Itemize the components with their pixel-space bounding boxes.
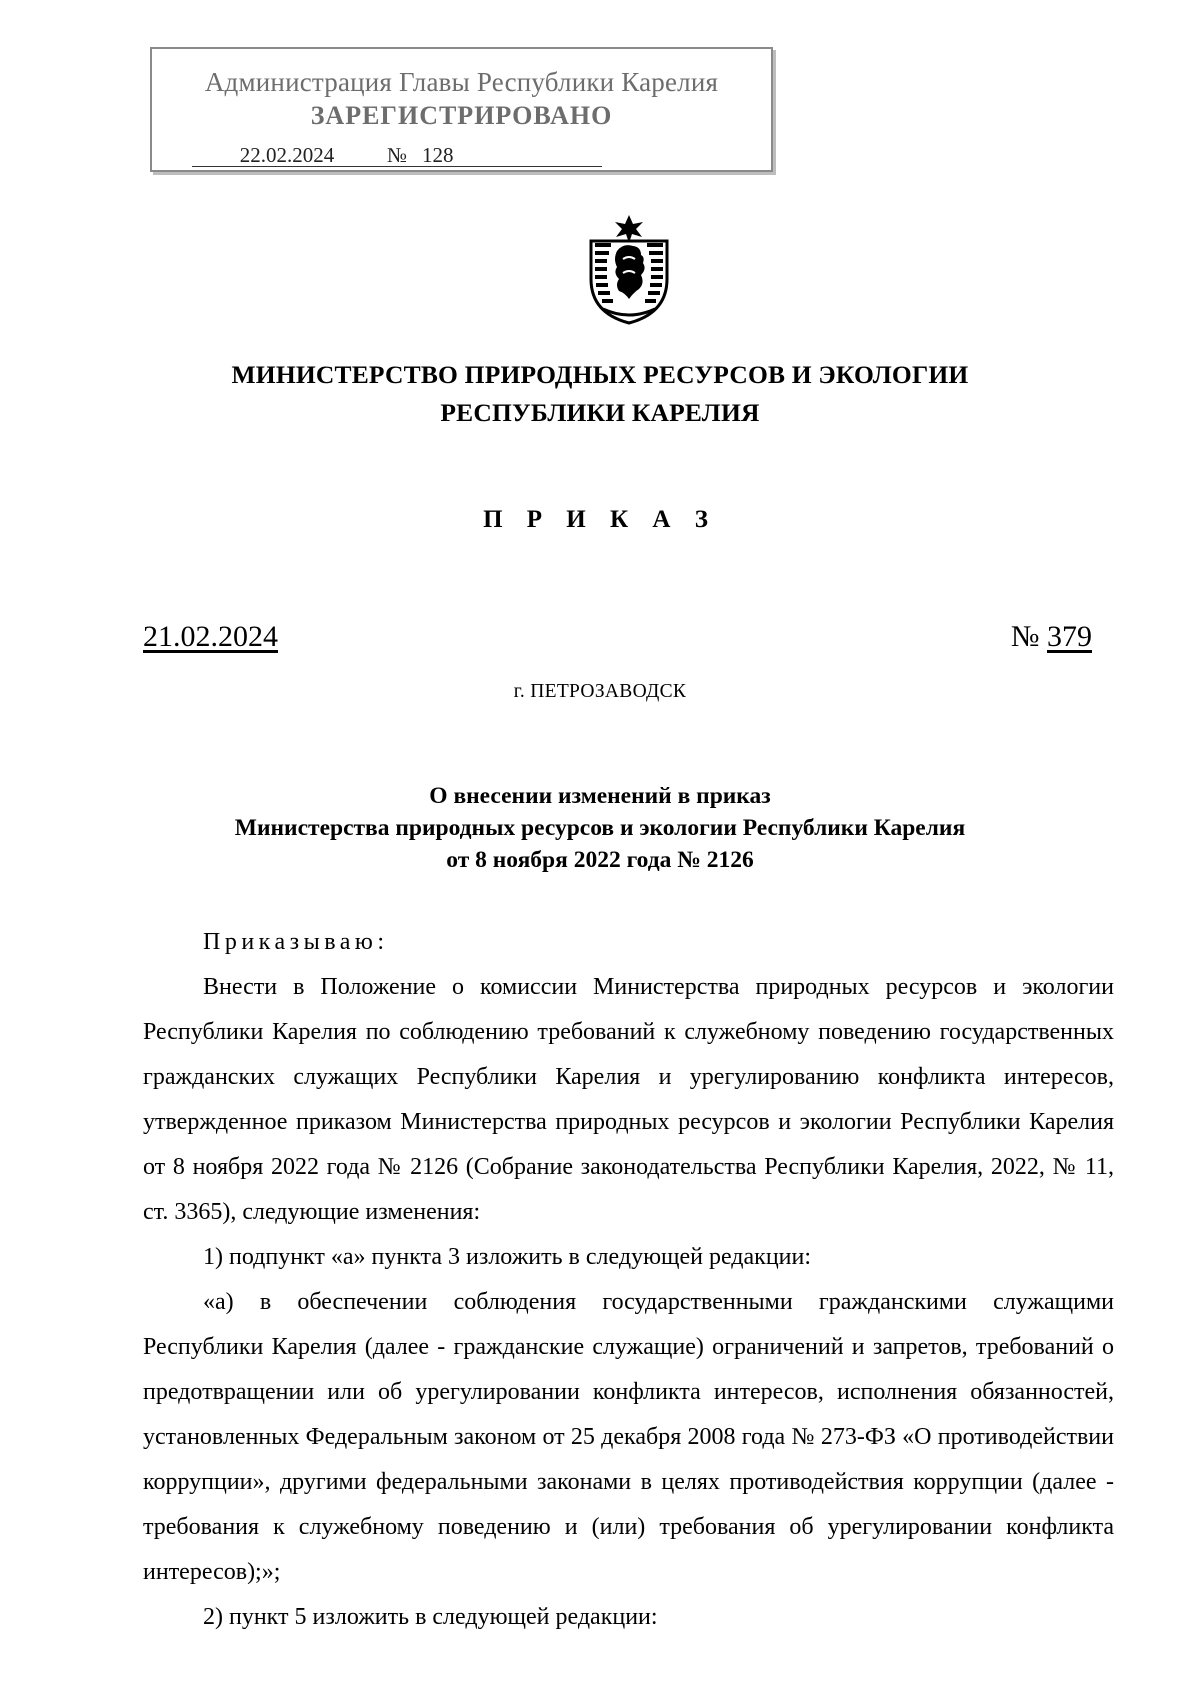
ministry-title-line2: РЕСПУБЛИКИ КАРЕЛИЯ — [440, 398, 760, 427]
order-date-number-row — [143, 620, 1092, 660]
stamp-date: 22.02.2024 — [192, 144, 382, 167]
stamp-registered-label: ЗАРЕГИСТРИРОВАНО — [310, 101, 613, 130]
order-number-value: 379 — [1047, 620, 1092, 653]
document-type: П Р И К А З — [483, 506, 717, 533]
ministry-title-line1: МИНИСТЕРСТВО ПРИРОДНЫХ РЕСУРСОВ И ЭКОЛОГИИ — [231, 360, 969, 389]
ministry-title — [0, 356, 1200, 432]
city: г. ПЕТРОЗАВОДСК — [513, 681, 687, 702]
stamp-number: 128 — [412, 144, 602, 167]
body-paragraph: 1) подпункт «а» пункта 3 изложить в следующей редакции: — [203, 1244, 812, 1270]
karelia-coat-of-arms-icon — [583, 213, 675, 325]
body-paragraph: 2) пункт 5 изложить в следующей редакции: — [203, 1604, 658, 1630]
stamp-number-label: № — [382, 144, 412, 167]
order-body — [143, 920, 1114, 1640]
order-subject — [0, 780, 1200, 876]
order-number — [1011, 620, 1092, 654]
registration-stamp — [150, 47, 773, 172]
subject-line3: от 8 ноября 2022 года № 2126 — [446, 847, 754, 873]
order-date: 21.02.2024 — [143, 620, 278, 653]
subject-line2: Министерства природных ресурсов и экологии Республики Карелия — [234, 815, 966, 841]
subject-line1: О внесении изменений в приказ — [429, 783, 771, 809]
order-number-prefix: № — [1010, 620, 1047, 653]
body-paragraph: Внести в Положение о комиссии Министерства природных ресурсов и экологии Республики Карелия по соблюдению требований к служебному поведению государственных гражданских служащих Республики Карелия и урегулированию конфликта интересов, утвержденное приказом Министерства природных ресурсов и экологии Республики Карелия от 8 ноября 2022 года № 2126 (Собрание законодательства Республики Карелия, 2022, № 11, ст. 3365), следующие изменения: — [143, 974, 1114, 1225]
stamp-organization: Администрация Главы Республики Карелия — [204, 67, 719, 97]
stamp-registration-row — [192, 143, 602, 168]
body-paragraph: «а) в обеспечении соблюдения государственными гражданскими служащими Республики Карелия (далее - гражданские служащие) ограничений и запретов, требований о предотвращении или об урегулировании конфликта интересов, исполнения обязанностей, установленных Федеральным законом от 25 декабря 2008 года № 273-ФЗ «О противодействии коррупции», другими федеральными законами в целях противодействия коррупции (далее - требования к служебному поведению и (или) требования об урегулировании конфликта интересов);»; — [143, 1289, 1114, 1585]
order-directive: Приказываю: — [203, 929, 389, 955]
